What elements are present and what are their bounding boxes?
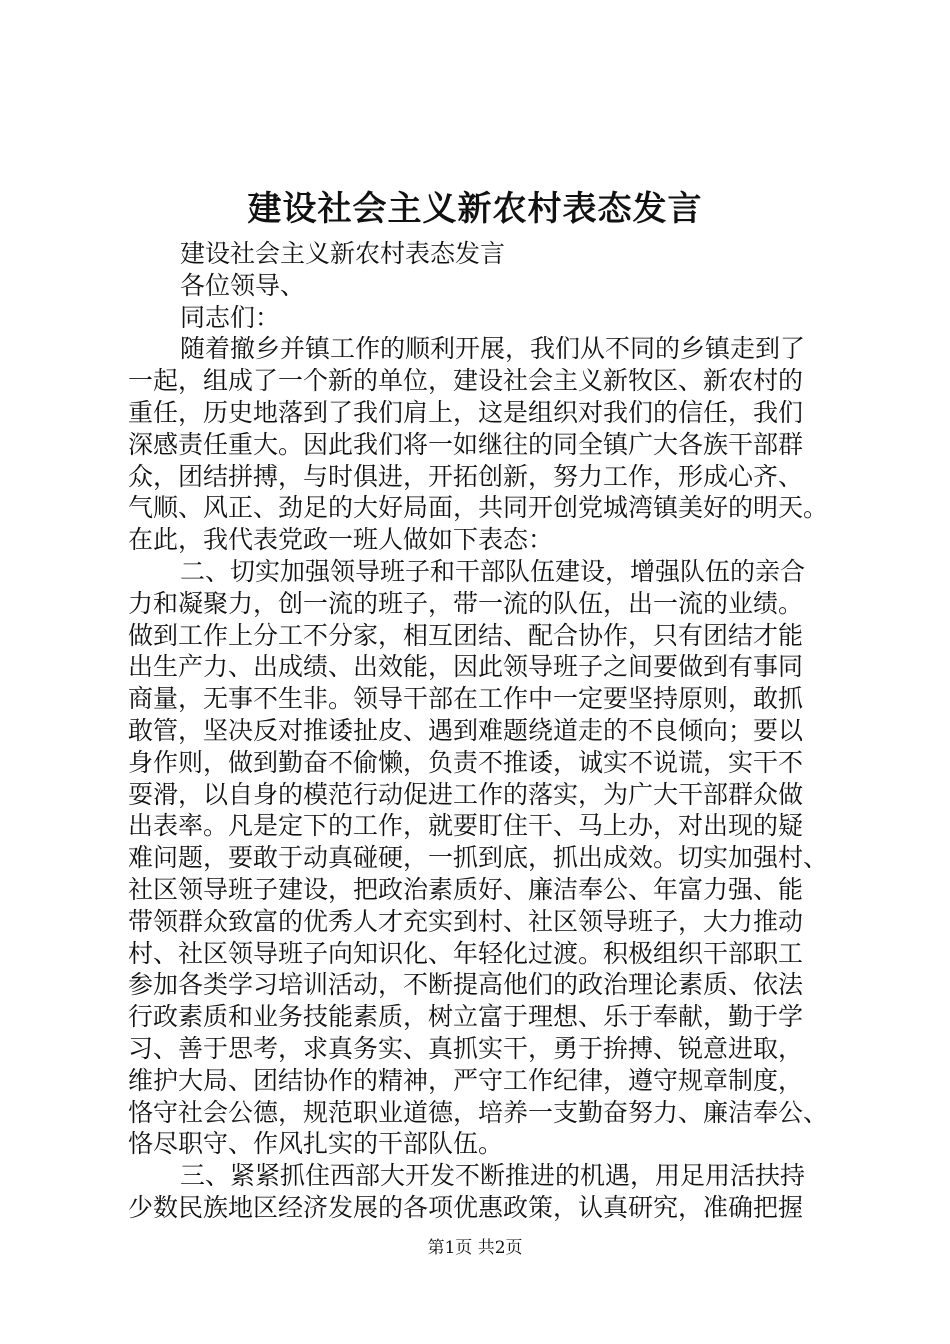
text-line: 身作则，做到勤奋不偷懒，负责不推诿，诚实不说谎，实干不	[128, 747, 804, 777]
text-line: 各位领导、	[180, 270, 306, 300]
document-body	[128, 238, 850, 1224]
text-line: 重任，历史地落到了我们肩上，这是组织对我们的信任，我们	[128, 397, 804, 427]
text-line: 社区领导班子建设，把政治素质好、廉洁奉公、年富力强、能	[128, 874, 804, 904]
text-line: 恪尽职守、作风扎实的干部队伍。	[128, 1129, 504, 1159]
text-line: 出表率。凡是定下的工作，就要盯住干、马上办，对出现的疑	[128, 811, 804, 841]
text-line: 参加各类学习培训活动，不断提高他们的政治理论素质、依法	[128, 970, 804, 1000]
text-line: 三、紧紧抓住西部大开发不断推进的机遇，用足用活扶持	[180, 1161, 806, 1191]
text-line: 商量，无事不生非。领导干部在工作中一定要坚持原则，敢抓	[128, 684, 804, 714]
text-line: 建设社会主义新农村表态发言	[180, 239, 506, 268]
text-line: 二、切实加强领导班子和干部队伍建设，增强队伍的亲合	[180, 556, 806, 586]
text-line: 恪守社会公德，规范职业道德，培养一支勤奋努力、廉洁奉公、	[128, 1097, 829, 1127]
text-line: 做到工作上分工不分家，相互团结、配合协作，只有团结才能	[128, 620, 804, 650]
text-line: 在此，我代表党政一班人做如下表态：	[128, 525, 554, 555]
text-line: 习、善于思考，求真务实、真抓实干，勇于拚搏、锐意进取，	[128, 1033, 804, 1063]
text-line: 众，团结拼搏，与时俱进，开拓创新，努力工作，形成心齐、	[128, 461, 804, 491]
text-line: 村、社区领导班子向知识化、年轻化过渡。积极组织干部职工	[128, 938, 804, 968]
text-line: 少数民族地区经济发展的各项优惠政策，认真研究，准确把握	[128, 1192, 804, 1222]
text-line: 行政素质和业务技能素质，树立富于理想、乐于奉献，勤于学	[128, 1002, 804, 1032]
text-line: 同志们：	[180, 302, 281, 332]
text-line: 深感责任重大。因此我们将一如继往的同全镇广大各族干部群	[128, 429, 804, 459]
text-line: 一起，组成了一个新的单位，建设社会主义新牧区、新农村的	[128, 366, 804, 396]
text-line: 力和凝聚力，创一流的班子，带一流的队伍，出一流的业绩。	[128, 588, 804, 618]
text-line: 气顺、风正、劲足的大好局面，共同开创党城湾镇美好的明天。	[128, 493, 829, 523]
document-title: 建设社会主义新农村表态发言	[247, 189, 703, 229]
text-line: 耍滑，以自身的模范行动促进工作的落实，为广大干部群众做	[128, 779, 804, 809]
text-line: 随着撤乡并镇工作的顺利开展，我们从不同的乡镇走到了	[180, 334, 806, 364]
page-number-footer: 第1页 共2页	[427, 1238, 523, 1258]
text-line: 带领群众致富的优秀人才充实到村、社区领导班子，大力推动	[128, 906, 804, 936]
text-line: 难问题，要敢于动真碰硬，一抓到底，抓出成效。切实加强村、	[128, 843, 829, 873]
text-line: 维护大局、团结协作的精神，严守工作纪律，遵守规章制度，	[128, 1065, 804, 1095]
text-line: 敢管，坚决反对推诿扯皮、遇到难题绕道走的不良倾向；要以	[128, 715, 804, 745]
text-line: 出生产力、出成绩、出效能，因此领导班子之间要做到有事同	[128, 652, 804, 682]
